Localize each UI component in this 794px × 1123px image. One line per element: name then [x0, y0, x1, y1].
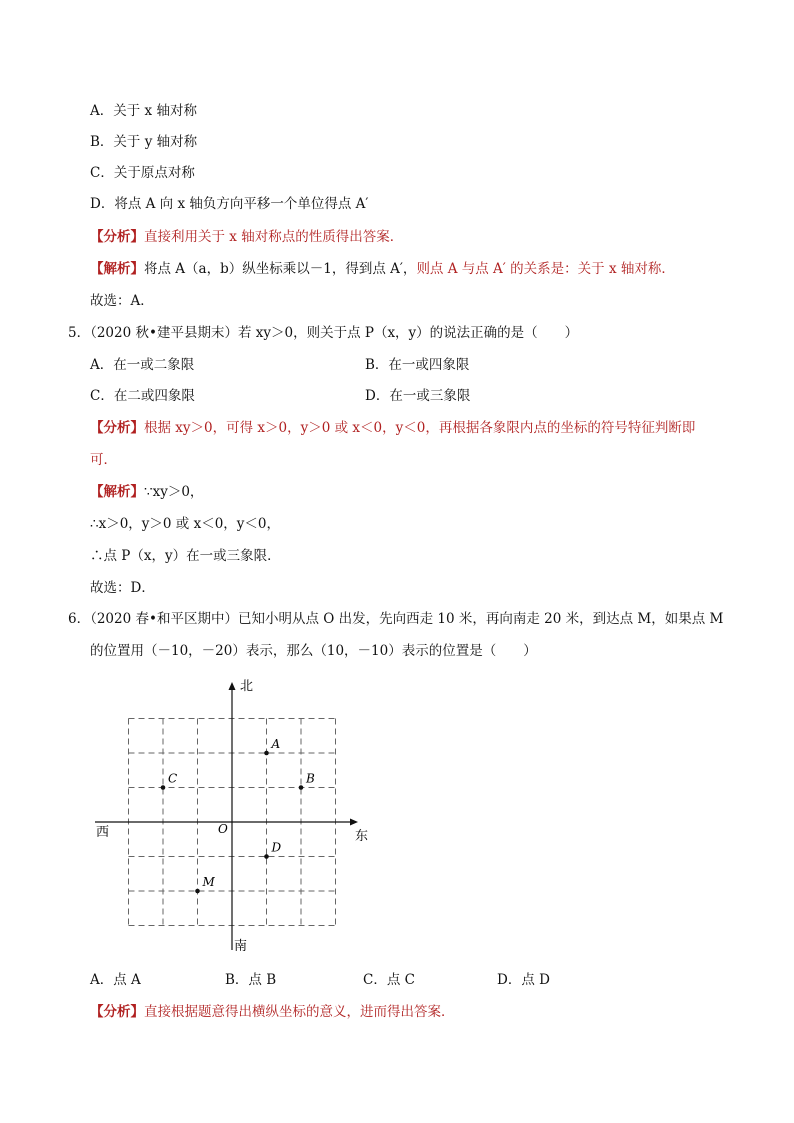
q4-option-b: B．关于 y 轴对称	[90, 134, 198, 150]
q6-stem-line-1: 6．（2020 春•和平区期中）已知小明从点 O 出发，先向西走 10 米，再向南走 20 米，到达点 M，如果点 M	[68, 611, 724, 627]
q6-option-d: D．点 D	[497, 972, 550, 988]
solution-line-1: ∵xy＞0，	[144, 484, 204, 500]
q6-option-b: B．点 B	[225, 972, 277, 988]
point-d-label: D	[271, 840, 282, 855]
q6-direction-grid-figure	[88, 670, 378, 960]
q5-analysis-cont: 可．	[90, 452, 117, 468]
q5-option-b: B．在一或四象限	[365, 357, 470, 373]
point-b-label: B	[306, 771, 315, 786]
q5-solution-line-2: ∴x＞0，y＞0 或 x＜0，y＜0，	[90, 516, 281, 532]
analysis-text: 直接利用关于 x 轴对称点的性质得出答案．	[144, 229, 404, 245]
point-m-marker	[195, 889, 200, 894]
q6-analysis	[90, 1002, 455, 1022]
origin-label: O	[218, 822, 228, 836]
q5-option-c: C．在二或四象限	[90, 388, 195, 404]
analysis-tag: 【分析】	[90, 229, 144, 245]
q5-solution-line-3: ∴点 P（x，y）在一或三象限．	[90, 548, 281, 564]
q4-solution	[90, 259, 675, 279]
solution-text-red: 则点 A 与点 A′ 的关系是：关于 x 轴对称．	[416, 261, 675, 277]
point-m-label: M	[202, 875, 215, 889]
point-a-label: A	[271, 737, 281, 751]
q5-stem: 5．（2020 秋•建平县期末）若 xy＞0，则关于点 P（x，y）的说法正确的是（ ）	[68, 325, 579, 341]
q4-analysis	[90, 227, 403, 247]
q6-option-a: A．点 A	[90, 972, 141, 988]
grid-points	[161, 737, 315, 893]
q5-solution	[90, 482, 203, 502]
analysis-text: 根据 xy＞0，可得 x＞0，y＞0 或 x＜0，y＜0，再根据各象限内点的坐标的符号特征判断即	[144, 420, 696, 436]
point-c-marker	[161, 785, 166, 790]
east-arrow-icon	[350, 819, 358, 826]
q5-option-a: A．在一或二象限	[90, 357, 195, 373]
analysis-tag: 【分析】	[90, 420, 144, 436]
point-d-marker	[264, 854, 269, 859]
north-arrow-icon	[229, 682, 236, 690]
q5-option-d: D．在一或三象限	[365, 388, 471, 404]
east-label: 东	[355, 829, 369, 844]
point-b-marker	[299, 785, 304, 790]
q6-stem-line-2: 的位置用（－10，－20）表示，那么（10，－10）表示的位置是（ ）	[90, 643, 537, 659]
south-label: 南	[234, 939, 248, 954]
point-c-label: C	[168, 771, 178, 786]
q5-answer: 故选：D．	[90, 580, 155, 596]
solution-tag: 【解析】	[90, 261, 144, 277]
q6-option-c: C．点 C	[363, 972, 415, 988]
solution-tag: 【解析】	[90, 484, 144, 500]
point-a-marker	[264, 751, 269, 756]
q4-option-a: A．关于 x 轴对称	[90, 103, 197, 119]
q4-option-d: D．将点 A 向 x 轴负方向平移一个单位得点 A′	[90, 196, 369, 212]
analysis-text: 直接根据题意得出横纵坐标的意义，进而得出答案．	[144, 1004, 455, 1020]
west-label: 西	[96, 825, 110, 840]
q4-answer: 故选：A．	[90, 293, 154, 309]
solution-text-black: 将点 A（a，b）纵坐标乘以－1，得到点 A′，	[144, 261, 417, 277]
analysis-tag: 【分析】	[90, 1004, 144, 1020]
q4-option-c: C．关于原点对称	[90, 165, 195, 181]
q5-analysis	[90, 418, 695, 438]
north-label: 北	[240, 679, 254, 694]
